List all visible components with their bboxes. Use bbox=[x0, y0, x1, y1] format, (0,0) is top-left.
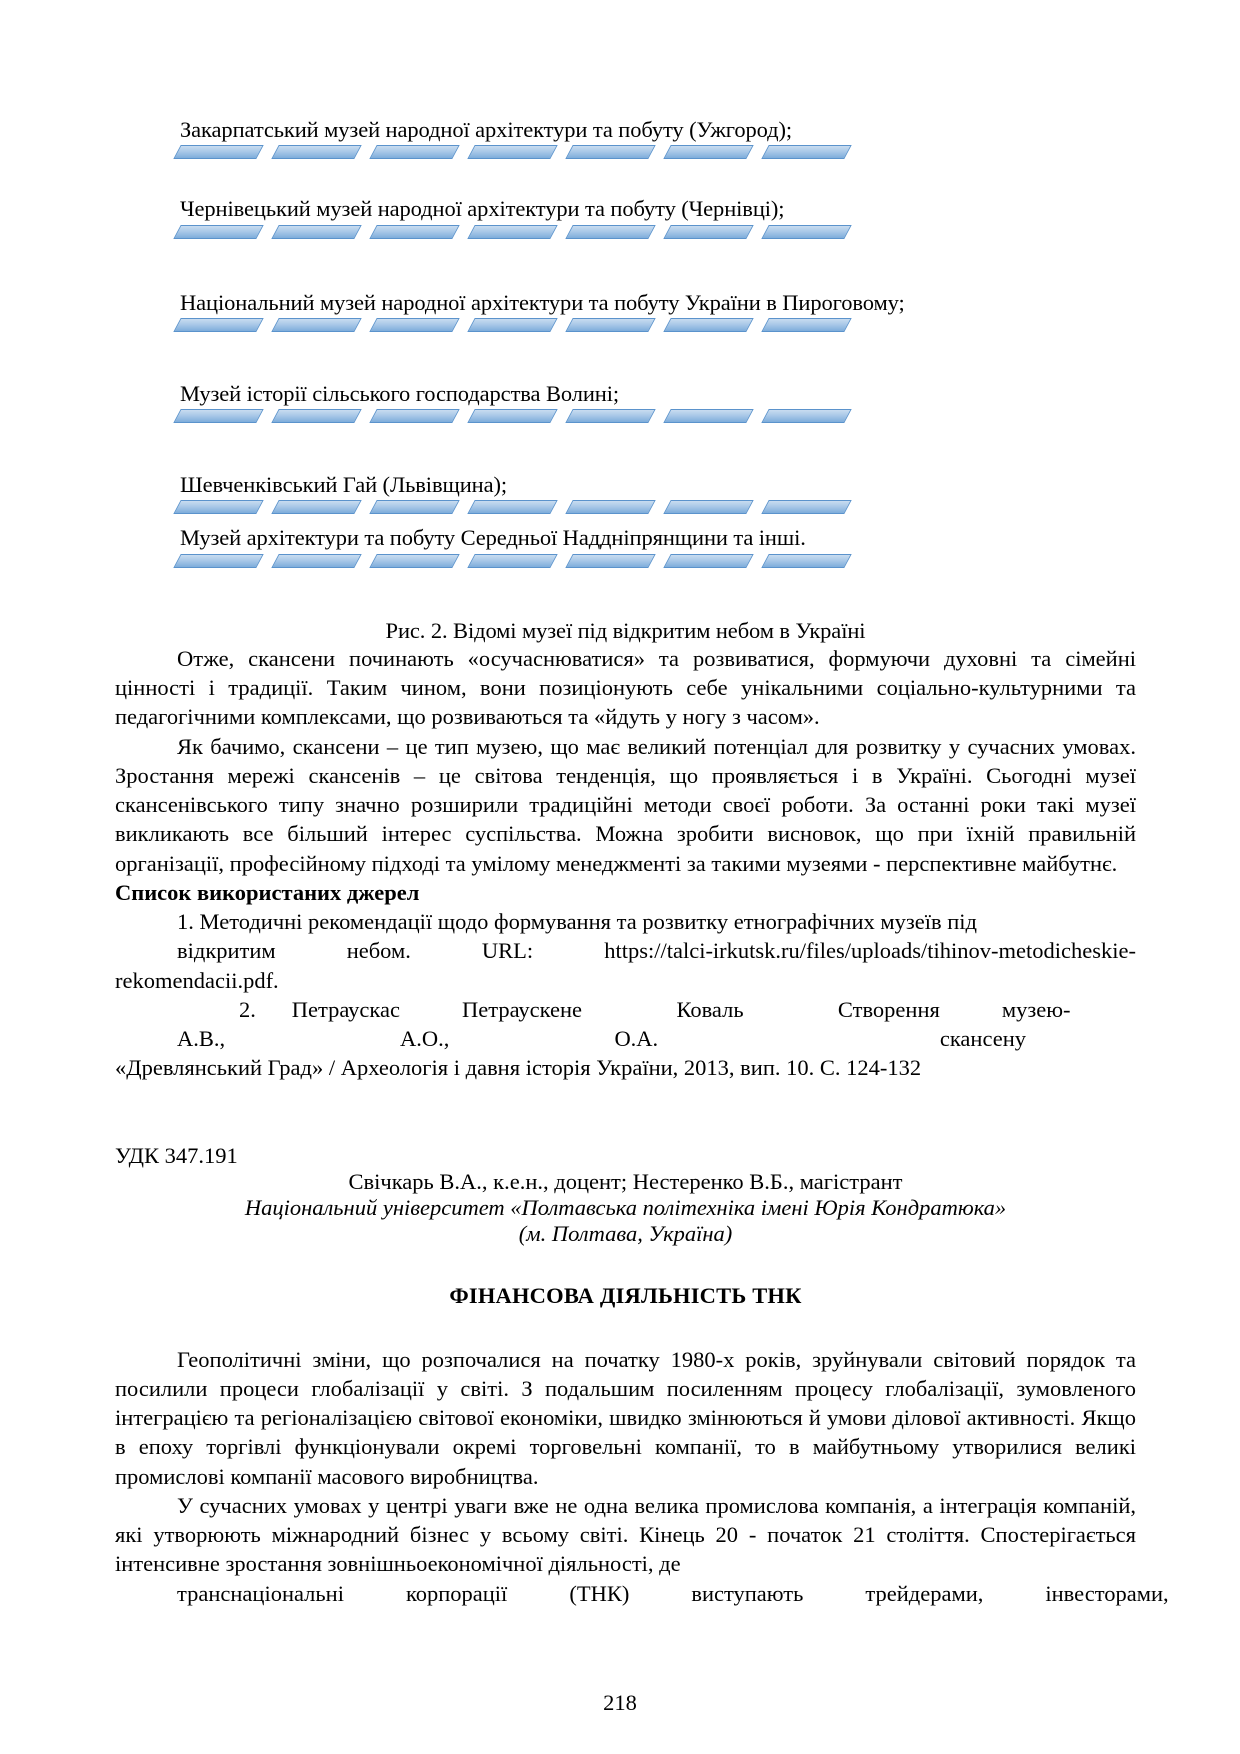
parallelogram-shape bbox=[467, 409, 557, 423]
parallelogram-shape bbox=[173, 500, 263, 514]
parallelogram-shape bbox=[663, 318, 753, 332]
reference-item-1-line-3: rekomendacii.pdf. bbox=[115, 967, 279, 993]
reference-url-label: URL: bbox=[481, 938, 534, 964]
parallelogram-shape bbox=[565, 409, 655, 423]
parallelogram-shape bbox=[467, 318, 557, 332]
parallelogram-row bbox=[177, 145, 1136, 165]
reference-word: небом. bbox=[346, 938, 411, 964]
reference-item-2-line-2: «Древлянський Град» / Археологія і давня історія України, 2013, вип. 10. С. 124-132 bbox=[115, 1055, 922, 1081]
parallelogram-shape bbox=[761, 145, 851, 159]
parallelogram-shape bbox=[173, 145, 263, 159]
parallelogram-shape bbox=[369, 318, 459, 332]
parallelogram-shape bbox=[369, 409, 459, 423]
reference-author: Петраускене А.О., bbox=[399, 996, 583, 1052]
body-word: корпорації bbox=[405, 1580, 508, 1606]
figure-item-3 bbox=[115, 291, 1136, 338]
figure-item-label: Чернівецький музей народної архітектури та побуту (Чернівці); bbox=[180, 196, 785, 222]
parallelogram-shape bbox=[369, 225, 459, 239]
reference-item-1-line-2 bbox=[115, 936, 1136, 965]
reference-word: відкритим bbox=[177, 938, 276, 964]
article-paragraph-2: У сучасних умовах у центрі уваги вже не одна велика промислова компанія, а інтеграція компаній, які утворюють міжнародний бізнес у всьому світі. Кінець 20 - початок 21 століття. Спостерігається інтенсивне зростання зовнішньоекономічної діяльності, де bbox=[115, 1492, 1136, 1577]
parallelogram-shape bbox=[271, 225, 361, 239]
article-paragraph-1: Геополітичні зміни, що розпочалися на початку 1980-х років, зруйнували світовий порядок та посилили процеси глобалізації у світі. З подальшим посиленням процесу глобалізації, зумовленого інтеграцією та регіоналізацією світової економіки, швидко змінюються й умови ділової активності. Якщо в епоху торгівлі функціонували окремі торговельні компанії, то в майбутньому утворилися великі промислові компанії масового виробництва. bbox=[115, 1346, 1136, 1489]
parallelogram-shape bbox=[663, 145, 753, 159]
parallelogram-shape bbox=[761, 554, 851, 568]
parallelogram-row bbox=[177, 500, 1136, 520]
body-word: трейдерами, bbox=[865, 1580, 984, 1606]
parallelogram-shape bbox=[467, 554, 557, 568]
body-word: інвесторами, bbox=[1045, 1580, 1169, 1606]
body-word: (ТНК) bbox=[569, 1580, 630, 1606]
body-text-block bbox=[115, 644, 1136, 1083]
parallelogram-shape bbox=[173, 225, 263, 239]
parallelogram-shape bbox=[565, 145, 655, 159]
reference-author: Коваль О.А. bbox=[614, 996, 744, 1052]
figure-item-6 bbox=[115, 526, 1136, 573]
parallelogram-shape bbox=[173, 318, 263, 332]
figure-item-label: Музей архітектури та побуту Середньої Наддніпрянщини та інші. bbox=[180, 525, 806, 551]
parallelogram-shape bbox=[565, 318, 655, 332]
reference-item-1-line-1: 1. Методичні рекомендації щодо формування та розвитку етнографічних музеїв під bbox=[177, 909, 977, 935]
udk-code: УДК 347.191 bbox=[115, 1142, 238, 1168]
paragraph-conclusion-2: Як бачимо, скансени – це тип музею, що має великий потенціал для розвитку у сучасних умовах. Зростання мережі скансенів – це світова тенденція, що проявляється і в Україні. Сьогодні музеї скансенівського типу значно розширили традиційні методи своєї роботи. За останні роки такі музеї викликають все більший інтерес суспільства. Можна зробити висновок, що при їхній правильній організації, професійному підході та умілому менеджменті за такими музеями - перспективне майбутнє. bbox=[115, 733, 1136, 876]
parallelogram-shape bbox=[369, 500, 459, 514]
parallelogram-shape bbox=[467, 500, 557, 514]
section-spacer bbox=[115, 1309, 1136, 1345]
article-title: ФІНАНСОВА ДІЯЛЬНІСТЬ ТНК bbox=[449, 1282, 802, 1308]
figure-item-label: Музей історії сільського господарства Волині; bbox=[180, 380, 620, 406]
figure-spacer bbox=[115, 338, 1136, 382]
section-spacer bbox=[115, 1247, 1136, 1283]
figure-2-diagram bbox=[115, 118, 1136, 644]
parallelogram-shape bbox=[467, 225, 557, 239]
figure-item-5 bbox=[115, 473, 1136, 520]
article-city: (м. Полтава, Україна) bbox=[518, 1220, 733, 1246]
parallelogram-row bbox=[177, 409, 1136, 429]
reference-word: музею-скансену bbox=[939, 996, 1071, 1052]
parallelogram-shape bbox=[271, 318, 361, 332]
article-authors: Свічкарь В.А., к.е.н., доцент; Нестеренко В.Б., магістрант bbox=[348, 1168, 903, 1194]
figure-item-4 bbox=[115, 382, 1136, 429]
body-word: виступають bbox=[691, 1580, 804, 1606]
paragraph-conclusion-1: Отже, скансени починають «осучаснюватися» та розвиватися, формуючи духовні та сімейні цінності і традиції. Таким чином, вони позиціонують себе унікальними соціально-культурними та педагогічними комплексами, що розвиваються та «йдуть у ногу з часом». bbox=[115, 645, 1136, 730]
article-paragraph-2-last-line bbox=[115, 1579, 1169, 1608]
reference-author: 2. Петраускас А.В., bbox=[177, 996, 400, 1052]
references-heading: Список використаних джерел bbox=[115, 879, 420, 905]
parallelogram-shape bbox=[761, 318, 851, 332]
parallelogram-shape bbox=[761, 500, 851, 514]
figure-item-2 bbox=[115, 197, 1136, 244]
parallelogram-shape bbox=[369, 145, 459, 159]
parallelogram-shape bbox=[663, 554, 753, 568]
parallelogram-shape bbox=[369, 554, 459, 568]
section-spacer bbox=[115, 1083, 1136, 1143]
figure-spacer bbox=[115, 429, 1136, 473]
parallelogram-shape bbox=[565, 225, 655, 239]
figure-caption: Рис. 2. Відомі музеї під відкритим небом в Україні bbox=[385, 617, 866, 643]
figure-item-label: Національний музей народної архітектури та побуту України в Пироговому; bbox=[180, 289, 905, 315]
article-body-block bbox=[115, 1345, 1169, 1608]
parallelogram-shape bbox=[173, 554, 263, 568]
page-number: 218 bbox=[603, 1690, 637, 1715]
figure-item-label: Шевченківський Гай (Львівщина); bbox=[180, 472, 508, 498]
parallelogram-shape bbox=[663, 409, 753, 423]
parallelogram-row bbox=[177, 225, 1136, 245]
parallelogram-shape bbox=[271, 409, 361, 423]
parallelogram-shape bbox=[565, 554, 655, 568]
figure-spacer bbox=[115, 165, 1136, 197]
parallelogram-shape bbox=[761, 409, 851, 423]
parallelogram-shape bbox=[761, 225, 851, 239]
parallelogram-row bbox=[177, 554, 1136, 574]
body-word: транснаціональні bbox=[177, 1580, 344, 1606]
parallelogram-row bbox=[177, 318, 1136, 338]
parallelogram-shape bbox=[173, 409, 263, 423]
figure-spacer bbox=[115, 245, 1136, 291]
parallelogram-shape bbox=[271, 554, 361, 568]
figure-item-label: Закарпатський музей народної архітектури та побуту (Ужгород); bbox=[180, 117, 793, 142]
parallelogram-shape bbox=[271, 145, 361, 159]
parallelogram-shape bbox=[565, 500, 655, 514]
parallelogram-shape bbox=[467, 145, 557, 159]
parallelogram-shape bbox=[271, 500, 361, 514]
parallelogram-shape bbox=[663, 225, 753, 239]
article-affiliation: Національний університет «Полтавська політехніка імені Юрія Кондратюка» bbox=[244, 1194, 1007, 1220]
figure-item-1 bbox=[115, 118, 1136, 165]
parallelogram-shape bbox=[663, 500, 753, 514]
reference-item-2-line-1 bbox=[115, 995, 1136, 1054]
reference-url: https://talci-irkutsk.ru/files/uploads/tihinov-metodicheskie- bbox=[604, 938, 1136, 964]
reference-word: Створення bbox=[837, 996, 940, 1022]
